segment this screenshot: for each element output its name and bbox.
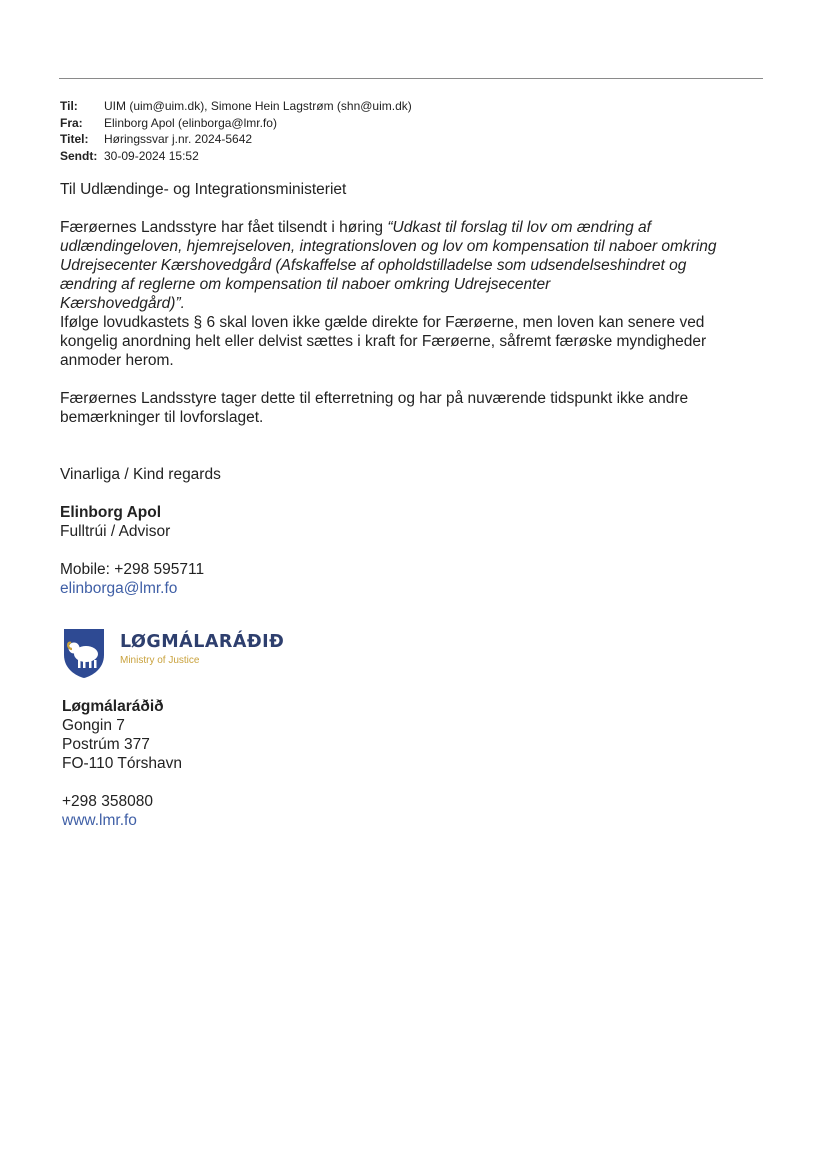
logo-name: LØGMÁLARÁÐIÐ <box>120 632 285 652</box>
p1-line2: udlændingeloven, hjemrejseloven, integrationsloven og lov om kompensation til naboer omkring <box>60 238 717 255</box>
ministry-address <box>62 697 182 830</box>
signer-email-link[interactable]: elinborga@lmr.fo <box>60 580 178 597</box>
letter-body <box>60 180 760 598</box>
p2-line1: Ifølge lovudkastets § 6 skal loven ikke gælde direkte for Færøerne, men loven kan senere ved <box>60 314 705 331</box>
title-row <box>60 131 412 148</box>
p3-line1: Færøernes Landsstyre tager dette til efterretning og har på nuværende tidspunkt ikke andre <box>60 390 689 407</box>
salutation: Til Udlændinge- og Integrationsministeriet <box>60 181 347 198</box>
sent-label: Sendt: <box>60 148 98 163</box>
address-city: FO-110 Tórshavn <box>62 755 183 772</box>
address-postbox: Postrúm 377 <box>62 736 150 753</box>
to-label: Til: <box>60 99 78 113</box>
signer-role: Fulltrúi / Advisor <box>60 523 171 540</box>
website-link[interactable]: www.lmr.fo <box>62 812 137 829</box>
to-row <box>60 98 412 115</box>
p1-line1-italic: “Udkast til forslag til lov om ændring af <box>387 219 651 236</box>
signer-mobile: Mobile: +298 595711 <box>60 561 205 578</box>
signer-name: Elinborg Apol <box>60 504 162 521</box>
logo-subtitle: Ministry of Justice <box>120 655 200 666</box>
p1-line1-plain: Færøernes Landsstyre har fået tilsendt i høring <box>60 219 388 236</box>
address-street: Gongin 7 <box>62 717 125 734</box>
paragraph-2 <box>60 313 760 370</box>
ministry-logo <box>62 627 284 679</box>
p2-line3: anmoder herom. <box>60 352 174 369</box>
to-value: UIM (uim@uim.dk), Simone Hein Lagstrøm (shn@uim.dk) <box>104 99 412 113</box>
from-row <box>60 115 412 132</box>
faroe-ram-crest-icon <box>62 627 106 679</box>
title-label: Titel: <box>60 132 89 146</box>
from-label: Fra: <box>60 115 83 130</box>
p2-line2: kongelig anordning helt eller delvist sættes i kraft for Færøerne, såfremt færøske myndigheder <box>60 333 707 350</box>
p1-line5: Kærshovedgård)”. <box>60 295 185 312</box>
title-value: Høringssvar j.nr. 2024-5642 <box>104 132 253 146</box>
sent-value: 30-09-2024 15:52 <box>104 148 199 163</box>
paragraph-1 <box>60 218 760 313</box>
from-value: Elinborg Apol (elinborga@lmr.fo) <box>104 115 277 130</box>
paragraph-3 <box>60 389 760 427</box>
email-header <box>60 98 412 164</box>
p1-line4: ændring af reglerne om kompensation til naboer omkring Udrejsecenter <box>60 276 551 293</box>
address-phone: +298 358080 <box>62 793 153 810</box>
header-divider <box>59 78 763 79</box>
p1-line3: Udrejsecenter Kærshovedgård (Afskaffelse af opholdstilladelse som udsendelseshindret og <box>60 257 687 274</box>
regards: Vinarliga / Kind regards <box>60 466 221 483</box>
p3-line2: bemærkninger til lovforslaget. <box>60 409 264 426</box>
sent-row <box>60 148 412 165</box>
address-org: Løgmálaráðið <box>62 698 164 715</box>
